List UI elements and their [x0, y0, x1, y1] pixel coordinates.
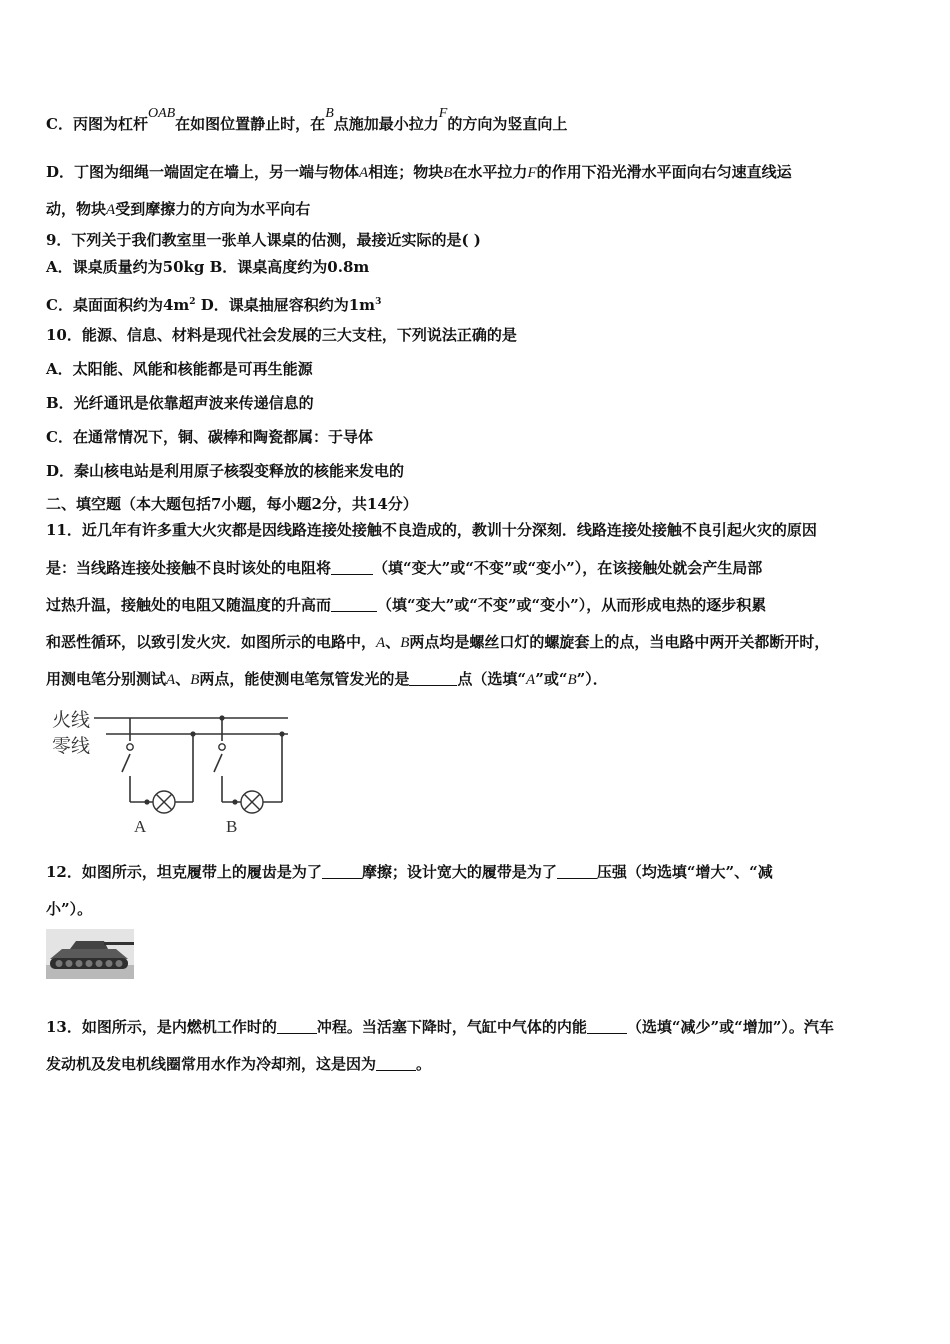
- section-title: 二、填空题（本大题包括7小题，每小题2分，共14分）: [46, 495, 418, 513]
- point-a: [144, 799, 149, 804]
- q10-option-a: A．太阳能、风能和核能都是可再生能源: [46, 360, 313, 378]
- q8-option-d-line2: [46, 199, 310, 220]
- text: ”）．: [576, 670, 608, 688]
- text: （填“变大”或“不变”或“变小”），从而形成电热的逐步积累: [377, 596, 767, 614]
- text: 的方向为竖直向上: [447, 115, 568, 133]
- answer-blank[interactable]: [587, 1019, 627, 1034]
- superscript: 2: [189, 297, 196, 307]
- point-b: [232, 799, 237, 804]
- text: 点（选填“: [457, 670, 527, 688]
- text: 、: [175, 670, 191, 688]
- circuit-diagram: [50, 706, 295, 836]
- text: 在水平拉力: [452, 163, 528, 181]
- answer-blank[interactable]: [331, 560, 373, 575]
- var-b: B: [325, 106, 334, 121]
- q12-line1: [46, 862, 773, 882]
- var-b: B: [443, 165, 453, 181]
- q10-option-b: B．光纤通讯是依靠超声波来传递信息的: [46, 394, 314, 412]
- text: 两点均是螺丝口灯的螺旋套上的点，当电路中两开关都断开时，: [409, 633, 830, 651]
- text: 冲程。当活塞下降时，气缸中气体的内能: [316, 1018, 587, 1036]
- text: 是：当线路连接处接触不良时该处的电阻将: [46, 559, 332, 577]
- q10-option-d: D．秦山核电站是利用原子核裂变释放的核能来发电的: [46, 462, 405, 480]
- q8-option-c: [46, 106, 568, 136]
- label-b: B: [226, 817, 238, 836]
- label-neutral: 零线: [52, 735, 91, 757]
- text: 发动机及发电机线圈常用水作为冷却剂，这是因为: [46, 1055, 377, 1073]
- label-live: 火线: [52, 709, 91, 731]
- answer-blank[interactable]: [331, 597, 377, 612]
- q9-stem: 9．下列关于我们教室里一张单人课桌的估测，最接近实际的是( ): [46, 231, 481, 249]
- q13-line2: [46, 1054, 431, 1074]
- q10-stem: 10．能源、信息、材料是现代社会发展的三大支柱，下列说法正确的是: [46, 326, 517, 344]
- answer-blank[interactable]: [322, 864, 362, 879]
- text: 动，物块: [46, 200, 107, 218]
- q9-options-cd: [46, 292, 381, 315]
- text: 摩擦；设计宽大的履带是为了: [361, 863, 557, 881]
- var-b: B: [567, 672, 577, 688]
- text: ”或“: [535, 670, 568, 688]
- q11-line4: [46, 632, 829, 653]
- text: 、: [385, 633, 401, 651]
- superscript: 3: [375, 297, 382, 307]
- q11-line2: [46, 558, 762, 578]
- q9-options-ab: A．课桌质量约为50kg B．课桌高度约为0.8m: [46, 258, 370, 276]
- text: （选填“减少”或“增加”）。汽车: [626, 1018, 834, 1036]
- text: 在如图位置静止时，在: [175, 115, 326, 133]
- text: 相连；物块: [368, 163, 444, 181]
- text: 点施加最小拉力: [333, 115, 439, 133]
- text: 用测电笔分别测试: [46, 670, 167, 688]
- var-oab: OAB: [147, 106, 176, 121]
- q11-line1: 11．近几年有许多重大火灾都是因线路连接处接触不良造成的，教训十分深刻．线路连接处接触不良引起火灾的原因: [46, 521, 817, 539]
- text: 。: [416, 1055, 432, 1073]
- answer-blank[interactable]: [557, 864, 597, 879]
- var-f: F: [438, 106, 448, 121]
- text: 压强（均选填“增大”、“减: [596, 863, 773, 881]
- q12-line2: 小”）。: [46, 900, 93, 918]
- q11-line3: [46, 595, 766, 615]
- text: 的作用下沿光滑水平面向右匀速直线运: [536, 163, 792, 181]
- text: 两点，能使测电笔氖管发光的是: [199, 670, 410, 688]
- text: （填“变大”或“不变”或“变小”），在该接触处就会产生局部: [373, 559, 763, 577]
- text: D．课桌抽屉容积约为1m: [195, 296, 376, 314]
- tank-image: [46, 929, 134, 979]
- var-a: A: [526, 672, 536, 688]
- text: 过热升温，接触处的电阻又随温度的升高而: [46, 596, 332, 614]
- q13-line1: [46, 1017, 834, 1037]
- label-a: A: [134, 817, 147, 836]
- var-b: B: [400, 635, 410, 651]
- text: 13．如图所示，是内燃机工作时的: [46, 1018, 277, 1036]
- answer-blank[interactable]: [277, 1019, 317, 1034]
- text: 和恶性循环，以致引发火灾．如图所示的电路中，: [46, 633, 377, 651]
- var-b: B: [190, 672, 200, 688]
- text: C．丙图为杠杆: [46, 115, 148, 133]
- answer-blank[interactable]: [376, 1056, 416, 1071]
- var-a: A: [106, 202, 116, 218]
- text: C．桌面面积约为4m: [46, 296, 190, 314]
- answer-blank[interactable]: [409, 671, 457, 686]
- q8-option-d-line1: [46, 162, 792, 183]
- var-a: A: [359, 165, 369, 181]
- q10-option-c: C．在通常情况下，铜、碳棒和陶瓷都属：于导体: [46, 428, 373, 446]
- var-f: F: [527, 165, 537, 181]
- text: 受到摩擦力的方向为水平向右: [115, 200, 311, 218]
- var-a: A: [166, 672, 176, 688]
- q11-line5: [46, 669, 608, 690]
- text: D．丁图为细绳一端固定在墙上，另一端与物体: [46, 163, 360, 181]
- var-a: A: [376, 635, 386, 651]
- text: 12．如图所示，坦克履带上的履齿是为了: [46, 863, 322, 881]
